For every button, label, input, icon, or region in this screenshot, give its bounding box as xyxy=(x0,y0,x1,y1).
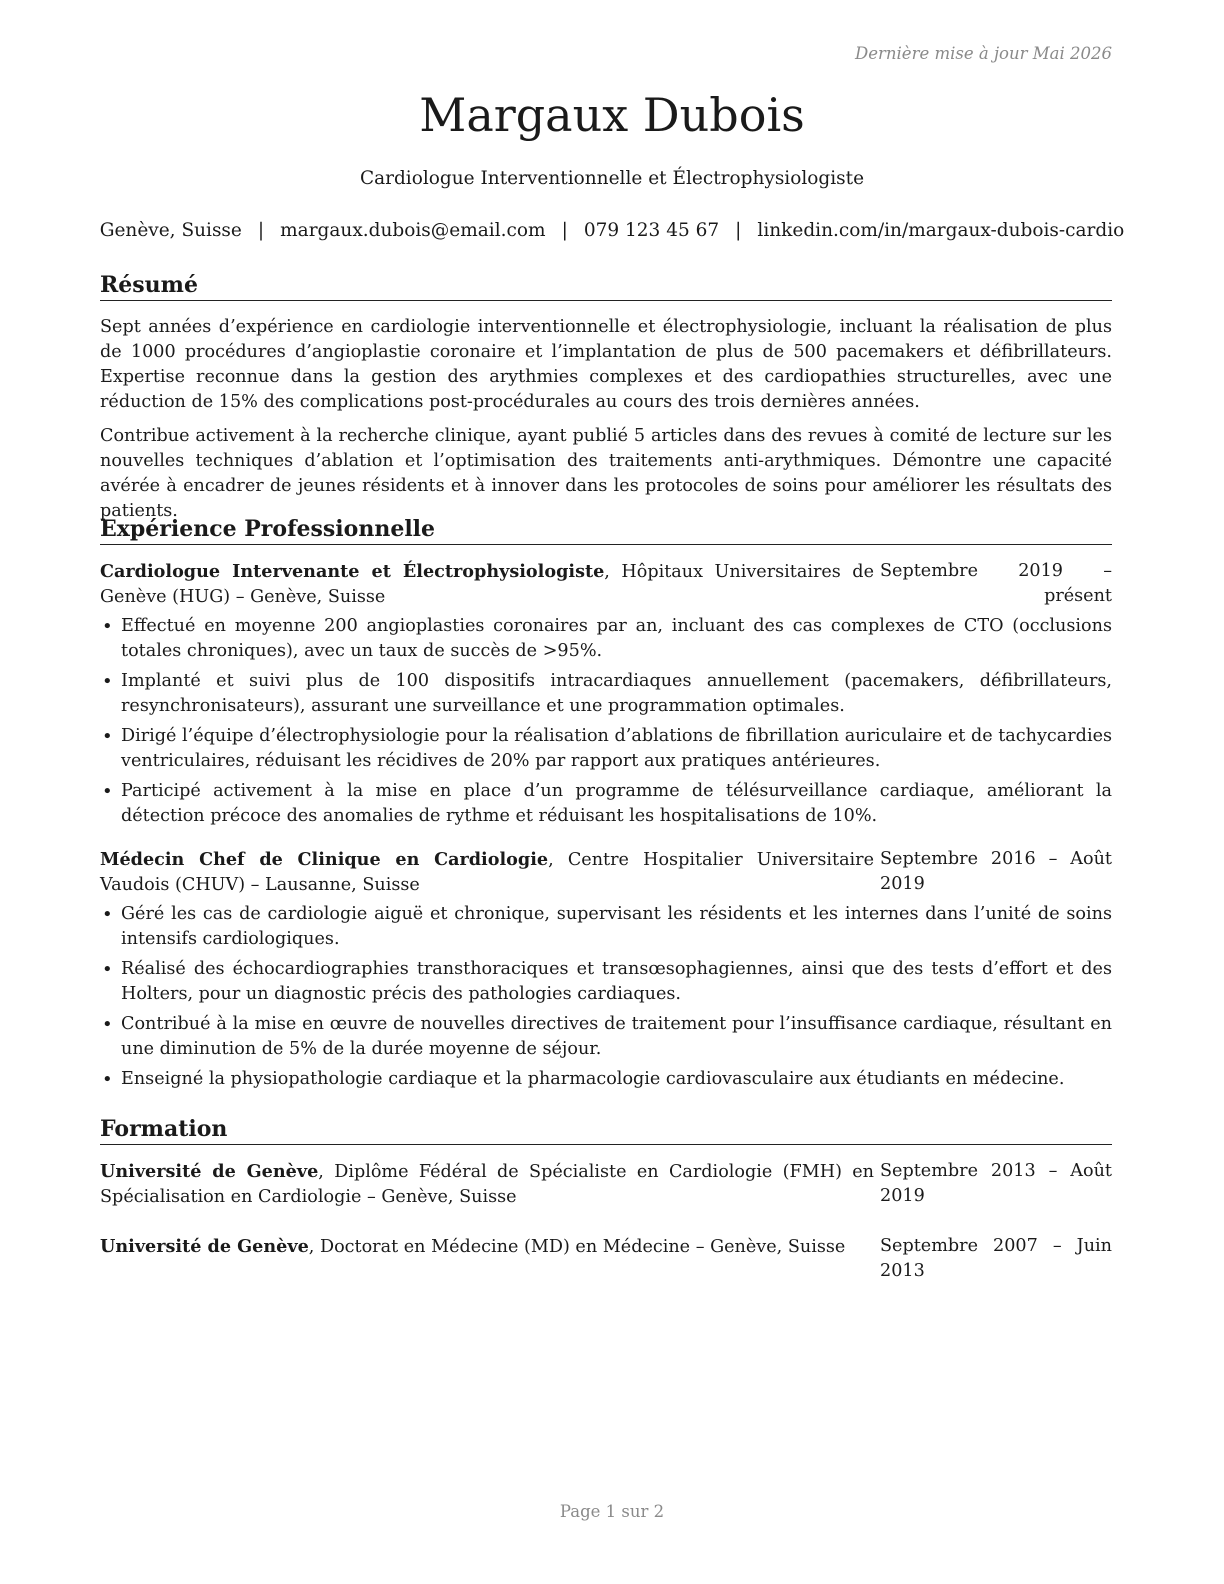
job-organization: , Centre Hospitalier Universitaire Vaudois (CHUV) – Lausanne, Suisse xyxy=(100,850,875,895)
education-line xyxy=(100,1234,874,1284)
job-title-line xyxy=(100,559,874,610)
summary-section xyxy=(100,270,1112,524)
contact-line xyxy=(0,220,1224,241)
list-item: • Contribué à la mise en œuvre de nouvelles directives de traitement pour l’insuffisance cardiaque, résultant en une diminution de 5% de la durée moyenne de séjour. xyxy=(100,1012,1112,1062)
job-role: Médecin Chef de Clinique en Cardiologie xyxy=(100,849,549,870)
job-dates: Septembre 2019 – présent xyxy=(880,561,1112,606)
job-header xyxy=(100,847,1112,898)
education-dates: Septembre 2013 – Août 2019 xyxy=(880,1161,1112,1206)
job-header xyxy=(100,559,1112,610)
job-role: Cardiologue Intervenante et Électrophysiologiste xyxy=(100,561,605,582)
contact-separator: | xyxy=(561,220,568,241)
education-entry xyxy=(100,1234,1112,1284)
job-organization: , Hôpitaux Universitaires de Genève (HUG) – Genève, Suisse xyxy=(100,562,874,607)
education-school: Université de Genève xyxy=(100,1236,309,1257)
job-entry xyxy=(100,559,1112,829)
education-dates: Septembre 2007 – Juin 2013 xyxy=(880,1236,1112,1281)
candidate-name: Margaux Dubois xyxy=(419,88,805,142)
contact-separator: | xyxy=(257,220,265,241)
education-school: Université de Genève xyxy=(100,1161,319,1182)
job-bullets xyxy=(100,902,1112,1092)
education-line xyxy=(100,1159,874,1210)
section-title-summary: Résumé xyxy=(100,270,1112,301)
contact-linkedin[interactable]: linkedin.com/in/margaux-dubois-cardio xyxy=(757,220,1125,241)
list-item: • Enseigné la physiopathologie cardiaque et la pharmacologie cardiovasculaire aux étudiants en médecine. xyxy=(100,1067,1112,1092)
education-entry xyxy=(100,1159,1112,1210)
education-detail: , Diplôme Fédéral de Spécialiste en Cardiologie (FMH) en Spécialisation en Cardiologie – Genève, Suisse xyxy=(100,1162,875,1207)
job-title-line xyxy=(100,847,874,898)
list-item: • Participé activement à la mise en place d’un programme de télésurveillance cardiaque, améliorant la détection précoce des anomalies de rythme et réduisant les hospitalisations de 10%. xyxy=(100,779,1112,829)
contact-phone: 079 123 45 67 xyxy=(583,220,720,241)
contact-separator: | xyxy=(735,220,742,241)
list-item: • Réalisé des échocardiographies transthoraciques et transœsophagiennes, ainsi que des tests d’effort et des Holters, pour un diagnostic précis des pathologies cardiaques. xyxy=(100,957,1112,1007)
page-number: Page 1 sur 2 xyxy=(559,1502,665,1521)
job-bullets xyxy=(100,614,1112,829)
job-entry xyxy=(100,847,1112,1092)
contact-location: Genève, Suisse xyxy=(99,220,242,241)
list-item: • Implanté et suivi plus de 100 dispositifs intracardiaques annuellement (pacemakers, défibrillateurs, resynchronisateurs), assurant une surveillance et une programmation optimales. xyxy=(100,669,1112,719)
contact-email[interactable]: margaux.dubois@email.com xyxy=(280,220,546,241)
experience-section xyxy=(100,514,1112,1097)
job-dates: Septembre 2016 – Août 2019 xyxy=(880,849,1112,894)
section-title-education: Formation xyxy=(100,1114,1112,1145)
section-title-experience: Expérience Professionnelle xyxy=(100,514,1112,545)
education-detail: , Doctorat en Médecine (MD) en Médecine – Genève, Suisse xyxy=(308,1237,846,1257)
list-item: • Dirigé l’équipe d’électrophysiologie pour la réalisation d’ablations de fibrillation auriculaire et de tachycardies ventriculaires, réduisant les récidives de 20% par rapport aux pratiques antérieures. xyxy=(100,724,1112,774)
list-item: • Géré les cas de cardiologie aiguë et chronique, supervisant les résidents et les internes dans l’unité de soins intensifs cardiologiques. xyxy=(100,902,1112,952)
education-section xyxy=(100,1114,1112,1284)
list-item: • Effectué en moyenne 200 angioplasties coronaires par an, incluant des cas complexes de CTO (occlusions totales chroniques), avec un taux de succès de >95%. xyxy=(100,614,1112,664)
candidate-subtitle: Cardiologue Interventionnelle et Électrophysiologiste xyxy=(359,168,865,189)
summary-paragraph: Sept années d’expérience en cardiologie interventionnelle et électrophysiologie, incluant la réalisation de plus de 1000 procédures d’angioplastie coronaire et l’implantation de plus de 500 pacemakers et défibrillateurs. Expertise reconnue dans la gestion des arythmies complexes et des cardiopathies structurelles, avec une réduction de 15% des complications post-procédurales au cours des trois dernières années. xyxy=(100,317,1112,412)
summary-paragraph: Contribue activement à la recherche clinique, ayant publié 5 articles dans des revues à comité de lecture sur les nouvelles techniques d’ablation et l’optimisation des traitements anti-arythmiques. Démontre une capacité avérée à encadrer de jeunes résidents et à innover dans les protocoles de soins pour améliorer les résultats des patients. xyxy=(100,426,1112,521)
last-updated-note: Dernière mise à jour Mai 2026 xyxy=(855,44,1112,63)
